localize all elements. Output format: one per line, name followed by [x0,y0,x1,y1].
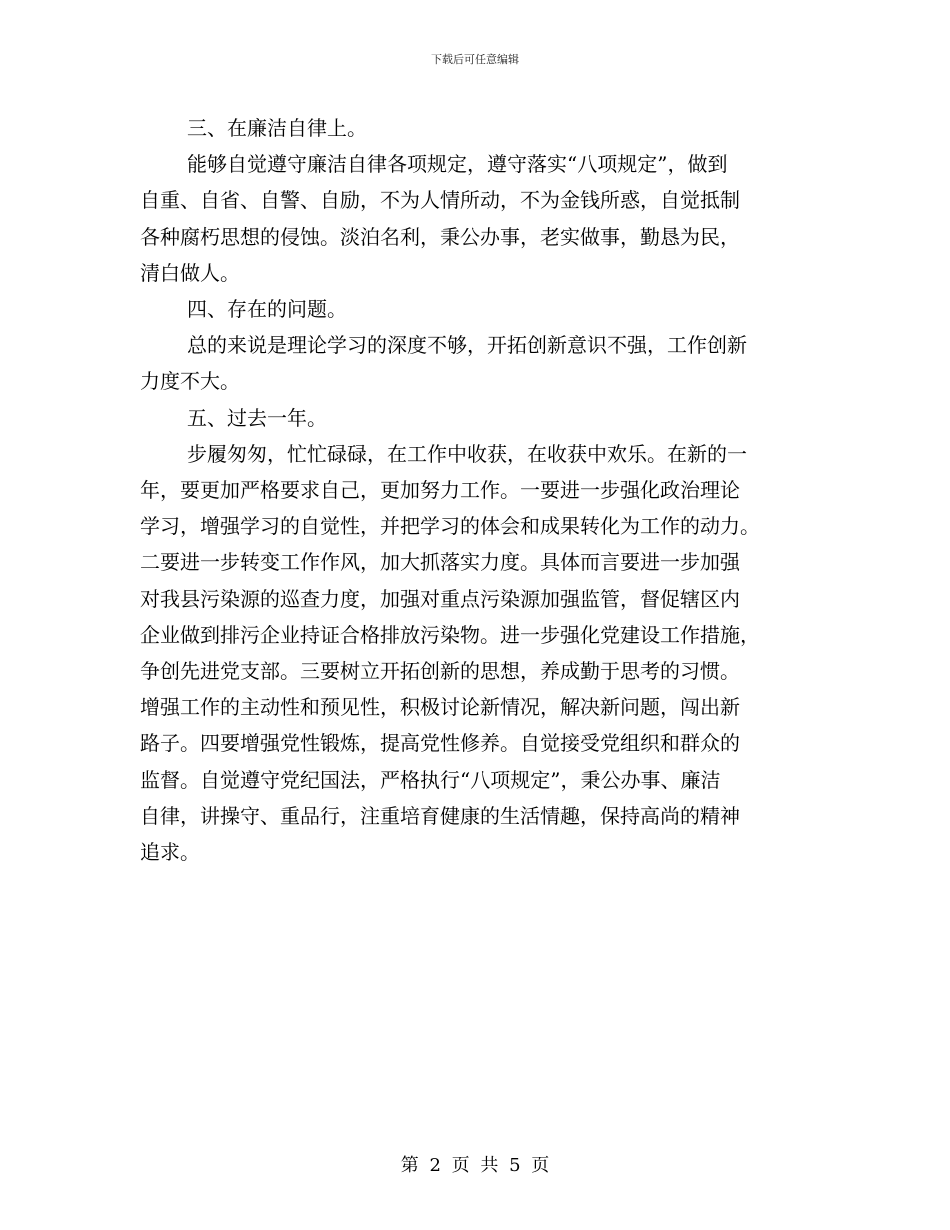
paragraph-problems [140,327,810,399]
text-line: 各种腐朽思想的侵蚀。淡泊名利，秉公办事，老实做事，勤恳为民， [140,224,740,249]
text-line: 增强工作的主动性和预见性，积极讨论新情况，解决新问题，闯出新 [140,695,740,720]
paragraph-integrity [140,146,810,291]
document-body [140,110,810,870]
text-line: 争创先进党支部。三要树立开拓创新的思想，养成勤于思考的习惯。 [140,659,740,684]
section-heading-3 [140,110,810,146]
text-line: 力度不大。 [140,369,240,394]
text-line: 步履匆匆，忙忙碌碌，在工作中收获，在收获中欢乐。在新的一 [187,441,747,466]
text-line: 追求。 [140,840,200,865]
text-line: 四、存在的问题。 [187,297,347,322]
page-header: 下载后可任意编辑 [431,53,519,66]
text-line: 三、在廉洁自律上。 [187,116,367,140]
section-heading-4 [140,291,810,327]
text-line: 二要进一步转变工作作风，加大抓落实力度。具体而言要进一步加强 [140,550,740,575]
section-heading-5 [140,400,810,436]
text-line: 监督。自觉遵守党纪国法，严格执行“八项规定”，秉公办事、廉洁 [140,767,721,792]
text-line: 清白做人。 [140,260,240,285]
text-line: 对我县污染源的巡查力度，加强对重点污染源加强监管，督促辖区内 [140,586,740,611]
text-line: 年，要更加严格要求自己，更加努力工作。一要进一步强化政治理论 [140,478,740,503]
page-number: 第 2 页 共 5 页 [400,1155,550,1176]
paragraph-past-year [140,436,810,870]
text-line: 能够自觉遵守廉洁自律各项规定，遵守落实“八项规定”，做到 [187,152,728,177]
text-line: 自重、自省、自警、自励，不为人情所动，不为金钱所惑，自觉抵制 [140,188,740,213]
text-line: 五、过去一年。 [187,405,327,430]
text-line: 自律，讲操守、重品行，注重培育健康的生活情趣，保持高尚的精神 [140,803,740,828]
text-line: 路子。四要增强党性锻炼，提高党性修养。自觉接受党组织和群众的 [140,731,740,756]
text-line: 总的来说是理论学习的深度不够，开拓创新意识不强，工作创新 [187,333,747,358]
text-line: 企业做到排污企业持证合格排放污染物。进一步强化党建设工作措施， [140,622,760,647]
text-line: 学习，增强学习的自觉性，并把学习的体会和成果转化为工作的动力。 [140,514,760,539]
